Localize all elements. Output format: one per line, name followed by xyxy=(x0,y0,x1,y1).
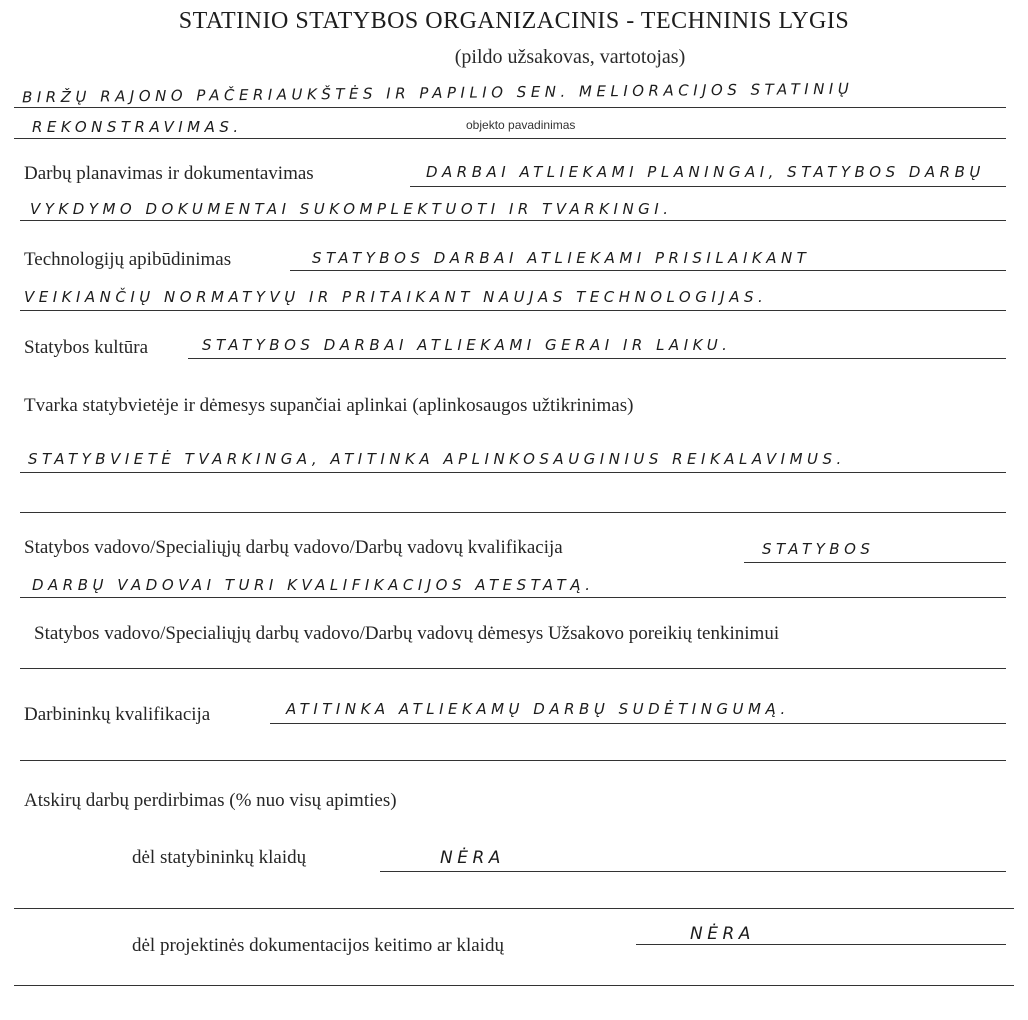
object-name-handwriting-line2: REKONSTRAVIMAS. xyxy=(32,118,243,136)
manager-qualification-line1 xyxy=(744,562,1006,563)
manager-attention-line xyxy=(20,668,1006,669)
technology-line2 xyxy=(20,310,1006,311)
rework-design-line xyxy=(636,944,1006,945)
object-name-line2 xyxy=(14,138,1006,139)
technology-handwriting-line1: STATYBOS DARBAI ATLIEKAMI PRISILAIKANT xyxy=(312,249,811,267)
technology-label: Technologijų apibūdinimas xyxy=(24,249,232,270)
workers-line2 xyxy=(20,760,1006,761)
workers-handwriting: ATITINKA ATLIEKAMŲ DARBŲ SUDĖTINGUMĄ. xyxy=(286,700,790,718)
planning-line2 xyxy=(20,220,1006,221)
manager-qualification-handwriting-line1: STATYBOS xyxy=(762,540,875,558)
culture-label: Statybos kultūra xyxy=(24,337,149,358)
manager-qualification-handwriting-line2: DARBŲ VADOVAI TURI KVALIFIKACIJOS ATESTATĄ. xyxy=(32,576,595,594)
object-name-caption: objekto pavadinimas xyxy=(466,118,576,132)
rework-design-handwriting: NĖRA xyxy=(690,924,755,944)
object-name-handwriting-line1: BIRŽŲ RAJONO PAČERIAUKŠTĖS IR PAPILIO SEN. MELIORACIJOS STATINIŲ xyxy=(21,79,854,107)
technology-line1 xyxy=(290,270,1006,271)
form-subtitle: (pildo užsakovas, vartotojas) xyxy=(454,46,686,68)
culture-handwriting: STATYBOS DARBAI ATLIEKAMI GERAI IR LAIKU. xyxy=(202,336,732,354)
rework-builders-line xyxy=(380,871,1006,872)
object-name-line1 xyxy=(14,107,1006,108)
culture-line xyxy=(188,358,1006,359)
rework-bottom-line xyxy=(14,985,1014,986)
planning-handwriting-line1: DARBAI ATLIEKAMI PLANINGAI, STATYBOS DARBŲ xyxy=(426,163,985,181)
workers-label: Darbininkų kvalifikacija xyxy=(24,704,211,725)
form-title: STATINIO STATYBOS ORGANIZACINIS - TECHNINIS LYGIS xyxy=(178,8,850,34)
planning-line1 xyxy=(410,186,1006,187)
site-order-line2 xyxy=(20,512,1006,513)
site-order-line1 xyxy=(20,472,1006,473)
rework-label: Atskirų darbų perdirbimas (% nuo visų apimties) xyxy=(24,790,397,811)
rework-builders-label: dėl statybininkų klaidų xyxy=(132,847,307,868)
planning-handwriting-line2: VYKDYMO DOKUMENTAI SUKOMPLEKTUOTI IR TVARKINGI. xyxy=(30,200,673,218)
site-order-handwriting: STATYBVIETĖ TVARKINGA, ATITINKA APLINKOSAUGINIUS REIKALAVIMUS. xyxy=(28,450,846,468)
planning-label: Darbų planavimas ir dokumentavimas xyxy=(24,163,314,184)
workers-line1 xyxy=(270,723,1006,724)
rework-builders-handwriting: NĖRA xyxy=(440,848,505,868)
manager-qualification-line2 xyxy=(20,597,1006,598)
technology-handwriting-line2: VEIKIANČIŲ NORMATYVŲ IR PRITAIKANT NAUJAS TECHNOLOGIJAS. xyxy=(24,288,768,306)
manager-qualification-label: Statybos vadovo/Specialiųjų darbų vadovo/Darbų vadovų kvalifikacija xyxy=(24,537,563,558)
manager-attention-label: Statybos vadovo/Specialiųjų darbų vadovo/Darbų vadovų dėmesys Užsakovo poreikių tenkinimui xyxy=(34,623,780,644)
rework-design-label: dėl projektinės dokumentacijos keitimo ar klaidų xyxy=(132,935,504,956)
rework-separator-line xyxy=(14,908,1014,909)
site-order-label: Tvarka statybvietėje ir dėmesys supančiai aplinkai (aplinkosaugos užtikrinimas) xyxy=(24,395,634,416)
